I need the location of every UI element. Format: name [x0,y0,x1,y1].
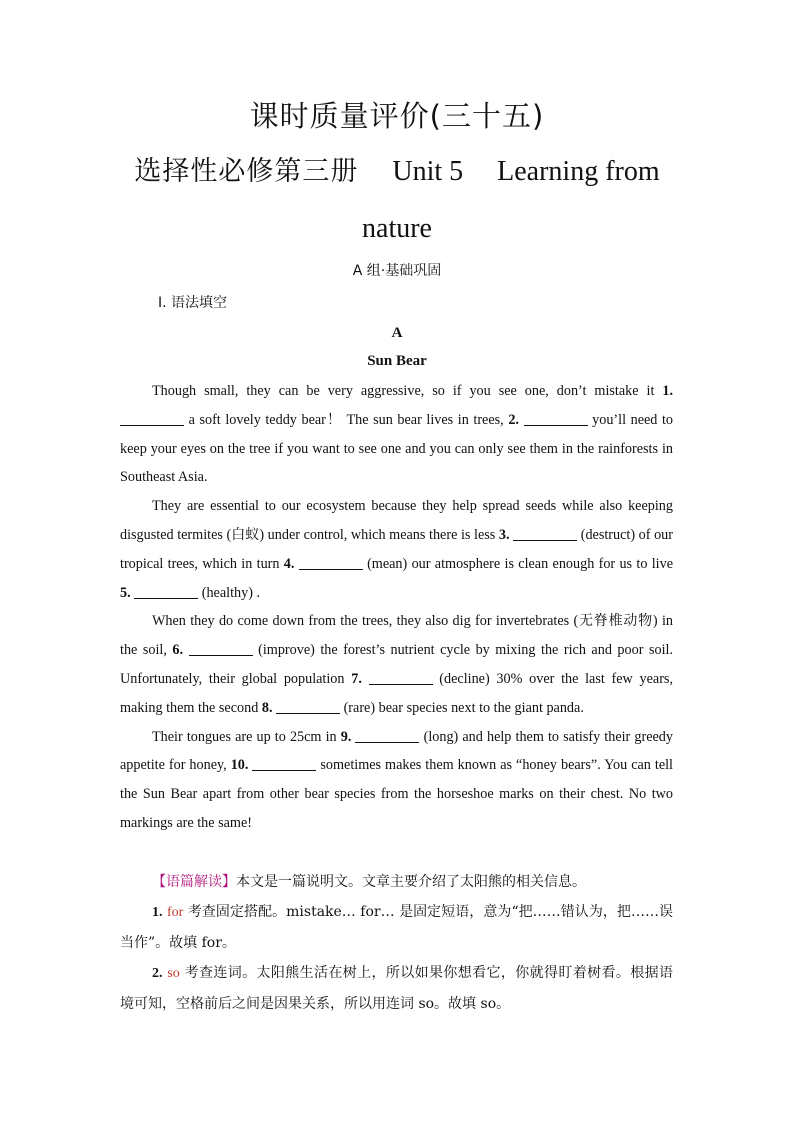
blank-number: 10. [230,757,249,774]
unit-name-continued: nature [362,213,432,244]
blank-line[interactable] [369,670,433,685]
chinese-gloss: 白蚁 [231,526,260,543]
paragraph-4 [120,723,673,838]
unit-name: Learning from [497,156,660,187]
blank-number: 6. [172,642,184,659]
blank-number: 9. [340,728,352,745]
paragraph-2 [120,492,673,607]
blank-line[interactable] [120,411,184,426]
group-label: A 组·基础巩固 [352,263,442,279]
book-volume: 选择性必修第三册 [134,156,359,187]
text-run: (decline) 30% over the last few years, making them the second [120,670,673,716]
blank-line[interactable] [276,699,340,714]
blank-line[interactable] [134,584,198,599]
text-run: a soft lovely teddy bear！ The sun bear lives in trees, [184,411,509,428]
page-title: 课时质量评价(三十五) [249,99,545,133]
text-run: (rare) bear species next to the giant panda. [340,699,584,716]
text-run: (improve) the forest’s nutrient cycle by mixing the rich and poor soil. Unfortunately, their global population [120,642,674,687]
passage-title: Sun Bear [367,353,427,369]
blank-line[interactable] [513,526,577,541]
chinese-gloss: 无脊椎动物 [578,613,653,630]
text-run: They are essential to our ecosystem because they help spread seeds while also keeping disgusted termites ( [120,498,673,543]
analysis-tag: 【语篇解读】 [152,874,236,890]
blank-number: 4. [283,555,295,572]
text-run: ) under control, which means there is less [259,526,499,543]
unit-title [0,152,794,192]
text-run: (mean) our atmosphere is clean enough for us to live [362,555,674,572]
text-run: (destruct) of our tropical trees, which in turn [120,526,673,572]
paragraph-3 [120,607,673,722]
paragraph-1 [120,377,673,492]
analysis-number: 2. [152,966,163,981]
blank-line[interactable] [524,411,588,426]
text-run: (healthy) . [198,584,261,601]
blank-number: 1. [662,383,673,399]
passage-letter: A [391,325,403,341]
analysis-answer: so [167,966,180,981]
blank-line[interactable] [355,728,419,743]
analysis-intro [120,867,673,897]
unit-number: Unit 5 [392,156,464,187]
text-run: When they do come down from the trees, they also dig for invertebrates ( [152,613,579,630]
blank-number: 2. [508,411,519,428]
blank-line[interactable] [252,756,316,771]
text-run: Though small, they can be very aggressive, so if you see one, don’t mistake it [152,383,663,399]
analysis-item [120,958,673,1019]
blank-line[interactable] [299,555,363,570]
analysis-item [120,897,673,958]
section-label: Ⅰ. 语法填空 [158,295,228,311]
blank-number: 5. [120,584,131,601]
blank-number: 8. [261,699,273,716]
text-run: you’ll need to keep your eyes on the tree if you want to see one and you can only see them in the rainforests in Southeast Asia. [120,411,674,486]
blank-line[interactable] [189,641,253,656]
passage-body [120,377,673,838]
analysis-intro-text: 本文是一篇说明文。文章主要介绍了太阳熊的相关信息。 [236,874,586,890]
analysis-text: 考查固定搭配。mistake… for… 是固定短语，意为“把……错认为，把……误当作”。故填 for。 [120,904,673,951]
text-run: (long) and help them to satisfy their greedy appetite for honey, [120,728,673,774]
text-run: ) in the soil, [120,613,674,659]
text-run: sometimes makes them known as “honey bears”. You can tell the Sun Bear apart from other bear species from the horseshoe marks on their chest. No two markings are the same! [120,757,673,831]
analysis-section [120,867,673,1019]
blank-number: 3. [498,526,510,543]
blank-number: 7. [351,670,362,687]
analysis-answer: for [167,905,184,920]
analysis-text: 考查连词。太阳熊生活在树上，所以如果你想看它，你就得盯着树看。根据语境可知，空格前后之间是因果关系，所以用连词 so。故填 so。 [120,965,673,1012]
analysis-number: 1. [152,905,163,920]
text-run: Their tongues are up to 25cm in [152,728,341,745]
